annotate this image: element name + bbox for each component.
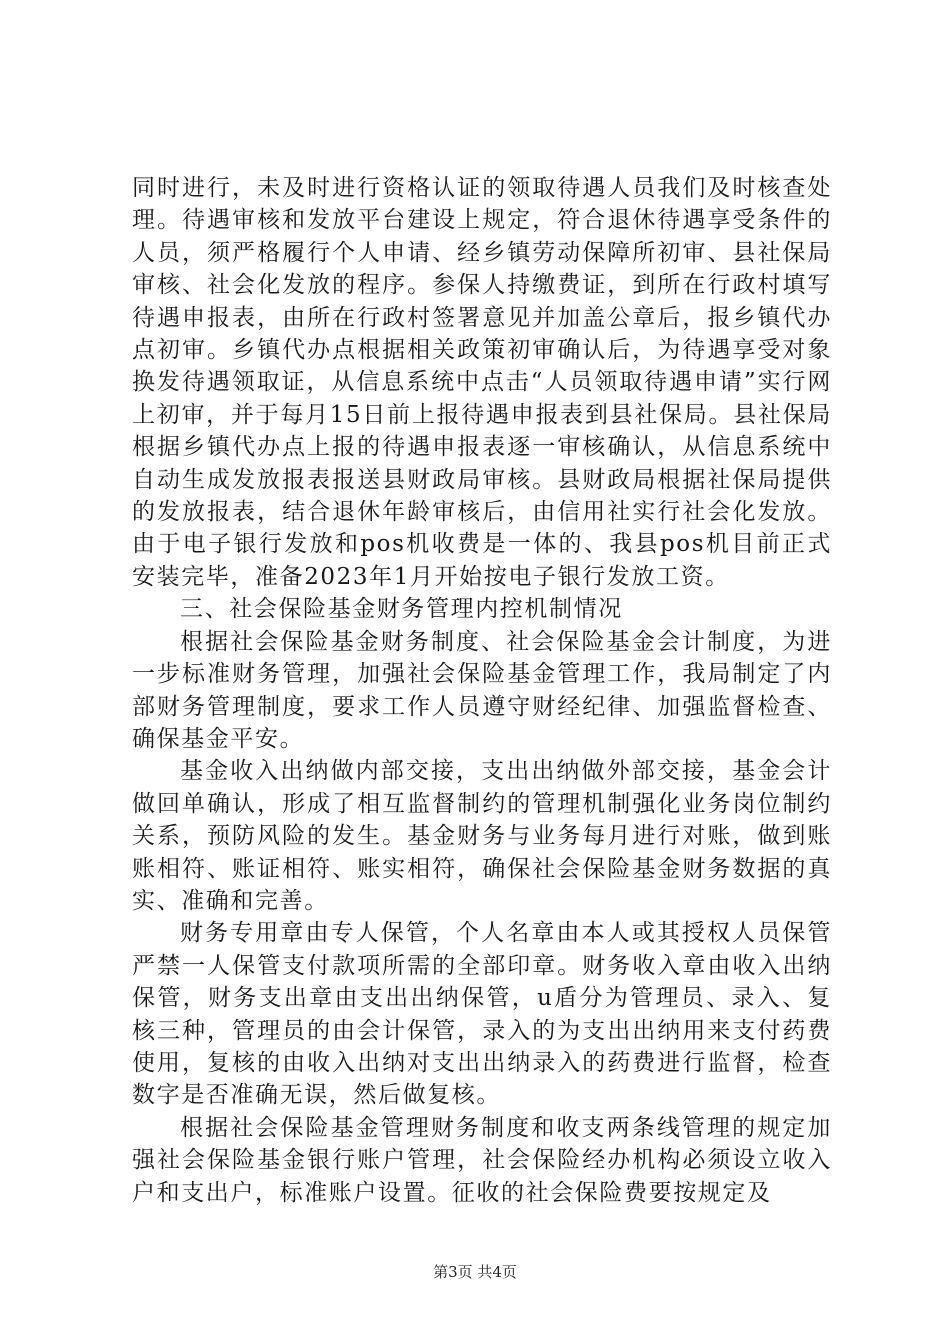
paragraph: 根据社会保险基金管理财务制度和收支两条线管理的规定加强社会保险基金银行账户管理，社会保险经办机构必须设立收入户和支出户，标准账户设置。征收的社会保险费要按规定及 <box>132 1114 832 1206</box>
page-footer: 第3页 共4页 <box>433 1263 517 1281</box>
paragraph: 根据社会保险基金财务制度、社会保险基金会计制度，为进一步标准财务管理，加强社会保险基金管理工作，我局制定了内部财务管理制度，要求工作人员遵守财经纪律、加强监督检查、确保基金平安。 <box>132 628 832 752</box>
paragraph-continuation: 同时进行，未及时进行资格认证的领取待遇人员我们及时核查处理。待遇审核和发放平台建设上规定，符合退休待遇享受条件的人员，须严格履行个人申请、经乡镇劳动保障所初审、县社保局审核、社会化发放的程序。参保人持缴费证，到所在行政村填写待遇申报表，由所在行政村签署意见并加盖公章后，报乡镇代办点初审。乡镇代办点根据相关政策初审确认后，为待遇享受对象换发待遇领取证，从信息系统中点击“人员领取待遇申请”实行网上初审，并于每月15日前上报待遇申报表到县社保局。县社保局根据乡镇代办点上报的待遇申报表逐一审核确认，从信息系统中自动生成发放报表报送县财政局审核。县财政局根据社保局提供的发放报表，结合退休年龄审核后，由信用社实行社会化发放。由于电子银行发放和pos机收费是一体的、我县pos机目前正式安装完毕，准备2023年1月开始按电子银行发放工资。 <box>132 175 832 590</box>
section-heading: 三、社会保险基金财务管理内控机制情况 <box>180 596 623 623</box>
document-body <box>132 172 832 1209</box>
paragraph: 基金收入出纳做内部交接，支出出纳做外部交接，基金会计做回单确认，形成了相互监督制约的管理机制强化业务岗位制约关系，预防风险的发生。基金财务与业务每月进行对账，做到账账相符、账证相符、账实相符，确保社会保险基金财务数据的真实、准确和完善。 <box>132 758 832 914</box>
paragraph: 财务专用章由专人保管，个人名章由本人或其授权人员保管严禁一人保管支付款项所需的全部印章。财务收入章由收入出纳保管，财务支出章由支出出纳保管，u盾分为管理员、录入、复核三种，管理员的由会计保管，录入的为支出出纳用来支付药费使用，复核的由收入出纳对支出出纳录入的药费进行监督，检查数字是否准确无误，然后做复核。 <box>132 920 832 1109</box>
